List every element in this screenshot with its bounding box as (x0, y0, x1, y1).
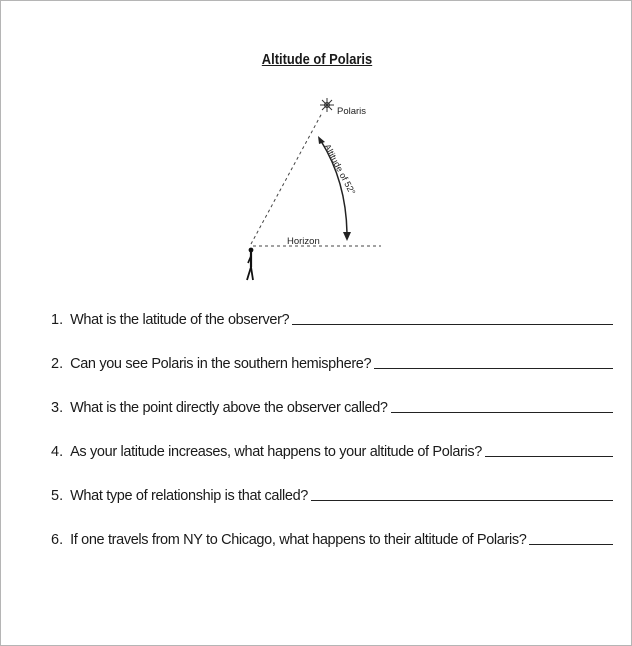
question-5 (51, 484, 613, 504)
polaris-label: Polaris (337, 106, 367, 117)
question-number: 5. (51, 488, 64, 504)
altitude-label: Altitude of 52° (322, 142, 358, 197)
answer-line-3[interactable] (391, 412, 613, 413)
question-number: 4. (51, 444, 64, 460)
question-text: What type of relationship is that called? (70, 488, 309, 504)
question-3 (51, 396, 613, 416)
answer-line-6[interactable] (529, 544, 613, 545)
question-text: Can you see Polaris in the southern hemisphere? (70, 356, 372, 372)
worksheet-title: Altitude of Polaris (261, 51, 373, 68)
observer-icon (247, 248, 253, 280)
question-text: What is the latitude of the observer? (70, 312, 290, 328)
answer-line-4[interactable] (485, 456, 613, 457)
arc-arrow-top (318, 136, 325, 144)
question-4 (51, 440, 613, 460)
question-text: What is the point directly above the observer called? (70, 400, 388, 416)
question-number: 1. (51, 312, 64, 328)
polaris-diagram (1, 1, 632, 301)
polaris-star-icon (320, 98, 334, 112)
answer-line-1[interactable] (292, 324, 613, 325)
question-number: 3. (51, 400, 64, 416)
answer-line-5[interactable] (311, 500, 613, 501)
horizon-label: Horizon (287, 236, 320, 247)
question-text: As your latitude increases, what happens to your altitude of Polaris? (70, 444, 482, 460)
question-2 (51, 352, 613, 372)
question-text: If one travels from NY to Chicago, what happens to their altitude of Polaris? (70, 532, 527, 548)
sight-line (251, 113, 322, 244)
question-number: 6. (51, 532, 64, 548)
answer-line-2[interactable] (374, 368, 613, 369)
question-6 (51, 528, 613, 548)
question-number: 2. (51, 356, 64, 372)
question-1 (51, 308, 613, 328)
arc-arrow-bottom (343, 232, 351, 241)
